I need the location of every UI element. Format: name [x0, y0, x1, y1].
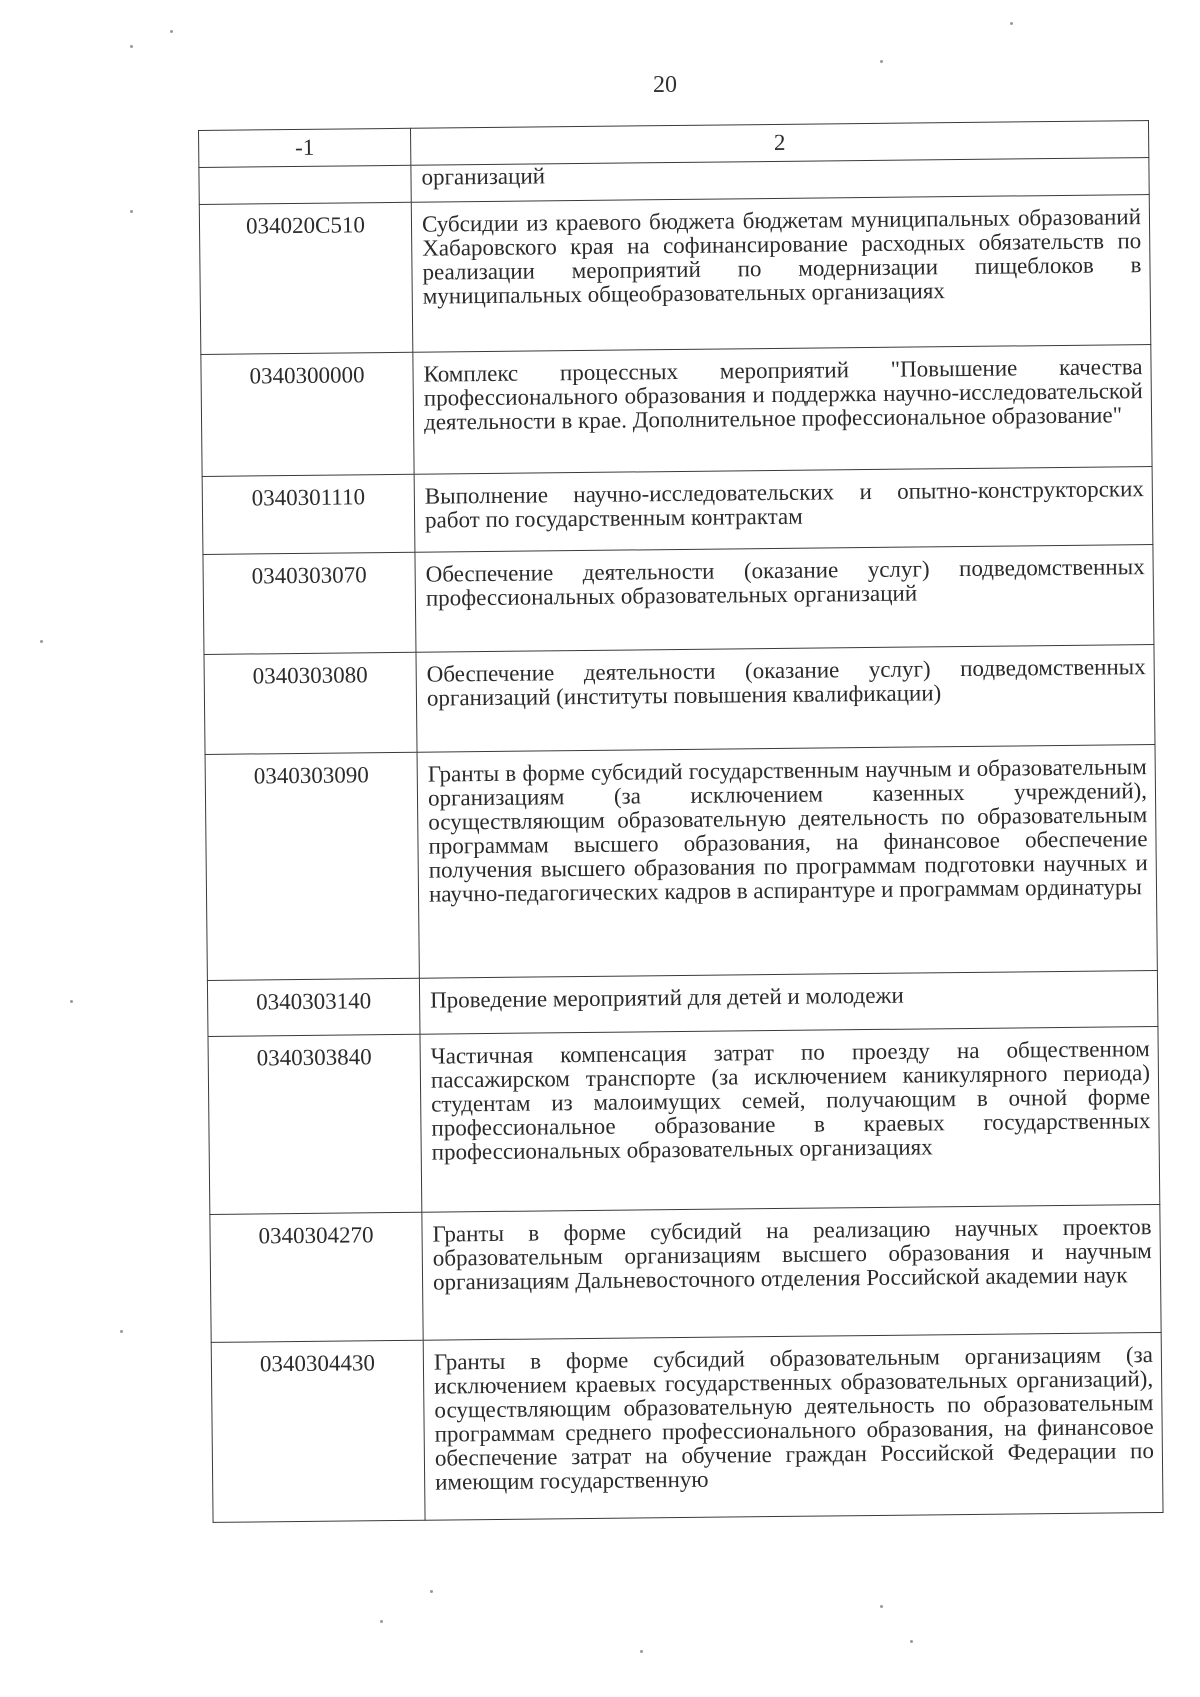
row-description: Комплекс процессных мероприятий "Повышение качества профессионального образования и поддержка научно-исследовательской деятельности в крае. Дополнительное профессиональное образование" [413, 345, 1152, 475]
table-row [199, 195, 1151, 355]
scan-speck [170, 30, 173, 33]
scan-speck [880, 60, 883, 63]
row-code: 0340304430 [211, 1340, 425, 1522]
header-col-2: 2 [410, 121, 1148, 166]
row-description: Обеспечение деятельности (оказание услуг) подведомственных организаций (институты повышения квалификации) [416, 645, 1155, 753]
table-row [201, 345, 1152, 477]
scan-speck [910, 1640, 913, 1643]
scan-speck [380, 1620, 383, 1623]
row-code: 0340303090 [205, 752, 419, 980]
row-code: 0340304270 [210, 1212, 423, 1342]
table-row [205, 745, 1157, 981]
page-number: 20 [653, 72, 677, 98]
scan-speck [40, 640, 43, 643]
scan-speck [430, 1590, 433, 1593]
table-row [203, 545, 1154, 655]
table-row [210, 1204, 1161, 1342]
row-description: Гранты в форме субсидий государственным научным и образовательным организациям (за исключением казенных учреждений), осуществляющим образовательную деятельность по образовательным программам высшего образования, на финансовое обеспечение получения высшего образования по программам подготовки научных и научно-педагогических кадров в аспирантуре и программам ординатуры [417, 745, 1157, 979]
table-row [204, 645, 1155, 755]
scan-speck [640, 1650, 643, 1653]
row-code: 0340303840 [208, 1034, 422, 1214]
scan-speck [880, 1605, 883, 1608]
scan-speck [1010, 22, 1013, 25]
row-description: Субсидии из краевого бюджета бюджетам муниципальных образований Хабаровского края на софинансирование расходных обязательств по реализации мероприятий по модернизации пищеблоков в муниципальных общеобразовательных организациях [411, 195, 1151, 353]
continuation-code-cell [199, 165, 411, 204]
row-code: 0340300000 [201, 352, 414, 476]
row-description: Выполнение научно-исследовательских и опытно-конструкторских работ по государственным контрактам [414, 467, 1153, 553]
header-col-1: -1 [199, 128, 411, 167]
scan-speck [130, 45, 133, 48]
scan-speck [130, 210, 133, 213]
table-row [208, 1026, 1160, 1214]
row-code: 034020С510 [199, 202, 413, 354]
scan-speck [70, 1000, 73, 1003]
row-description: Гранты в форме субсидий образовательным организациям (за исключением краевых государственных образовательных организаций), осуществляющим образовательную деятельность по образовательным программам среднего профессионального образования, на финансовое обеспечение затрат на обучение граждан Российской Федерации по имеющим государственную [423, 1332, 1163, 1520]
scan-speck [120, 1330, 123, 1333]
row-code: 0340303080 [204, 652, 417, 754]
row-description: Проведение мероприятий для детей и молодежи [419, 970, 1158, 1034]
row-description: Частичная компенсация затрат по проезду на общественном пассажирском транспорте (за исключением каникулярного периода) студентам из малоимущих семей, получающим в очной форме профессиональное образование в краевых государственных профессиональных образовательных организациях [420, 1026, 1160, 1212]
row-description: Обеспечение деятельности (оказание услуг) подведомственных профессиональных образовательных организаций [415, 545, 1154, 653]
table-row [211, 1332, 1163, 1522]
row-code: 0340303140 [207, 978, 420, 1036]
table-row [207, 970, 1158, 1036]
row-code: 0340303070 [203, 552, 416, 654]
continuation-text: организаций [411, 158, 1149, 203]
table-row [202, 467, 1153, 555]
row-code: 0340301110 [202, 474, 415, 554]
row-description: Гранты в форме субсидий на реализацию научных проектов образовательным организациям высшего образования и научным организациям Дальневосточного отделения Российской академии наук [422, 1204, 1161, 1340]
budget-codes-table [198, 120, 1164, 1523]
